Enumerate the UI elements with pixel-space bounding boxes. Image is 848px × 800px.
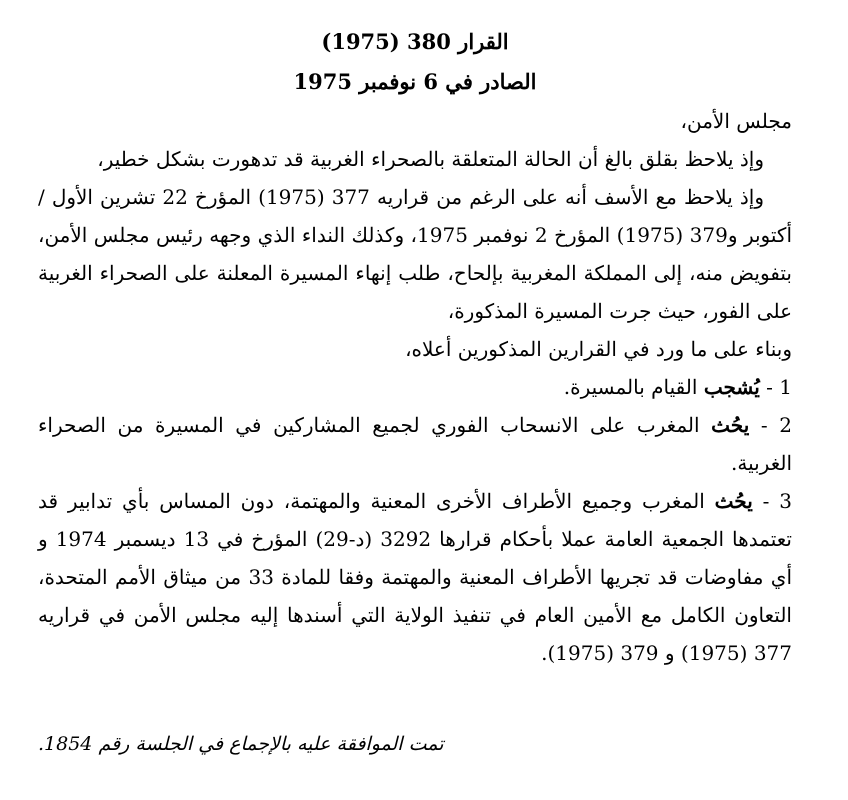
addressee: مجلس الأمن، xyxy=(680,109,792,133)
item-number: 2 - xyxy=(749,413,792,437)
preamble-paragraph-2: وإذ يلاحظ مع الأسف أنه على الرغم من قراريه 377 (1975) المؤرخ 22 تشرين الأول / أكتوبر و379 (1975) المؤرخ 2 نوفمبر 1975، وكذلك النداء الذي وجهه رئيس مجلس الأمن، بتفويض منه، إلى المملكة المغربية بإلحاح، طلب إنهاء المسيرة المعلنة على الصحراء الغربية على الفور، حيث جرت المسيرة المذكورة، xyxy=(38,185,792,323)
item-verb: يُشجب xyxy=(703,375,760,399)
item-text: القيام بالمسيرة. xyxy=(563,375,704,399)
item-number: 3 - xyxy=(752,489,792,513)
operative-item-1 xyxy=(38,368,792,406)
adoption-note: تمت الموافقة عليه بالإجماع في الجلسة رقم 1854. xyxy=(38,733,444,755)
resolution-document xyxy=(38,22,792,672)
resolution-title: القرار 380 (1975) xyxy=(321,29,509,54)
operative-item-3 xyxy=(38,482,792,672)
item-number: 1 - xyxy=(759,375,792,399)
resolution-date: الصادر في 6 نوفمبر 1975 xyxy=(293,69,537,94)
item-text: المغرب على الانسحاب الفوري لجميع المشاركين في المسيرة من الصحراء الغربية. xyxy=(38,413,792,475)
preamble-paragraph-3: وبناء على ما ورد في القرارين المذكورين أعلاه، xyxy=(405,337,792,361)
item-text: المغرب وجميع الأطراف الأخرى المعنية والمهتمة، دون المساس بأي تدابير قد تعتمدها الجمعية العامة عملا بأحكام قرارها 3292 (د-29) المؤرخ في 13 ديسمبر 1974 و أي مفاوضات قد تجريها الأطراف المعنية والمهتمة وفقا للمادة 33 من ميثاق الأمم المتحدة، التعاون الكامل مع الأمين العام في تنفيذ الولاية التي أسندها إليه مجلس الأمن في قراريه 377 (1975) و 379 (1975). xyxy=(38,489,792,665)
preamble-paragraph-1: وإذ يلاحظ بقلق بالغ أن الحالة المتعلقة بالصحراء الغربية قد تدهورت بشكل خطير، xyxy=(97,147,764,171)
item-verb: يحُث xyxy=(714,489,753,513)
operative-item-2 xyxy=(38,406,792,482)
item-verb: يحُث xyxy=(711,413,750,437)
